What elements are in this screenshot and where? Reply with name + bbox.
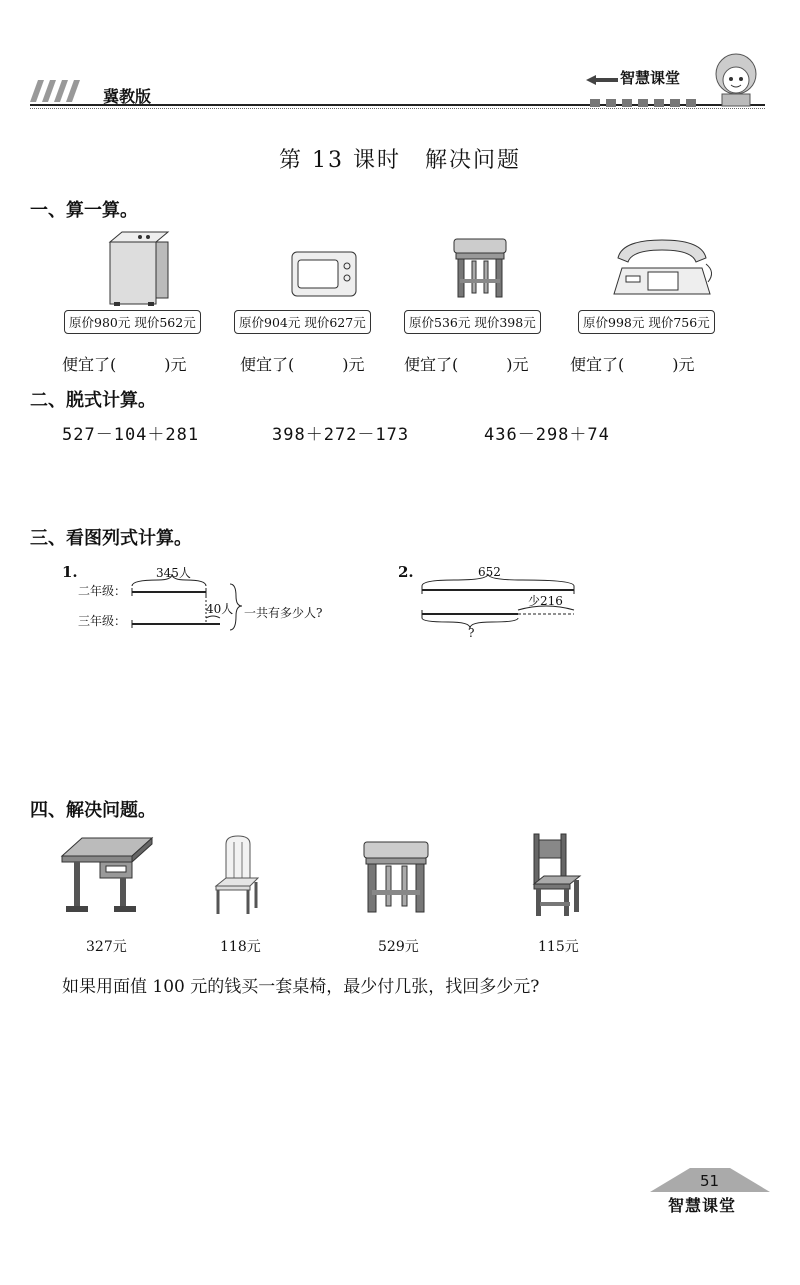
problem-2-number: 2. [398, 563, 414, 581]
chair-price: 118元 [220, 939, 261, 955]
desk-price: 327元 [86, 939, 127, 955]
bar-diagram-2 [418, 572, 578, 630]
page-number: 51 [700, 1172, 720, 1190]
total-value: 652 [478, 565, 501, 579]
header-squares [590, 92, 702, 111]
bar-diagram-1 [128, 572, 246, 636]
telephone-icon [612, 238, 716, 300]
grade3-label: 三年级： [78, 614, 127, 628]
problem-question: 如果用面值 100 元的钱买一套桌椅，最少付几张，找回多少元? [62, 977, 540, 997]
difference-label: 40人 [206, 602, 234, 616]
microwave-icon [290, 248, 360, 300]
high-chair-price: 115元 [538, 939, 579, 955]
answer-blank-1[interactable]: 便宜了( )元 [62, 355, 187, 374]
arrow-left-icon [586, 75, 618, 85]
unknown-mark: ? [468, 626, 475, 640]
section-1-heading: 一、算一算。 [30, 200, 138, 221]
section-3-heading: 三、看图列式计算。 [30, 528, 192, 549]
expression-1: 527－104＋281 [62, 425, 200, 445]
price-tag-2: 原价904元 现价627元 [234, 310, 371, 334]
price-tag-1: 原价980元 现价562元 [64, 310, 201, 334]
total-question: 一共有多少人? [244, 606, 323, 620]
desk-icon [60, 834, 154, 920]
section-4-heading: 四、解决问题。 [30, 800, 156, 821]
price-tag-3: 原价536元 现价398元 [404, 310, 541, 334]
stool-price: 529元 [378, 939, 419, 955]
price-tag-4: 原价998元 现价756元 [578, 310, 715, 334]
lesson-title: 第 13 课时 解决问题 [279, 148, 521, 173]
girl-mascot-icon [706, 52, 766, 108]
high-chair-icon [528, 832, 584, 918]
expression-2: 398＋272－173 [272, 425, 410, 445]
stool-icon [452, 237, 508, 301]
expression-3: 436－298＋74 [484, 425, 610, 445]
washing-machine-icon [104, 228, 176, 308]
footer-brand: 智慧课堂 [668, 1196, 737, 1215]
header-brand: 智慧课堂 [620, 69, 681, 87]
grade2-label: 二年级： [78, 584, 127, 598]
answer-blank-3[interactable]: 便宜了( )元 [404, 355, 529, 374]
chair-icon [212, 834, 262, 916]
stool-icon [362, 840, 430, 916]
grade2-count: 345人 [156, 566, 191, 580]
edition-label: 冀教版 [103, 87, 152, 106]
less-value: 少216 [528, 594, 563, 608]
header-stripes-icon [30, 80, 90, 102]
problem-1-number: 1. [62, 563, 78, 581]
section-2-heading: 二、脱式计算。 [30, 390, 156, 411]
answer-blank-4[interactable]: 便宜了( )元 [570, 355, 695, 374]
answer-blank-2[interactable]: 便宜了( )元 [240, 355, 365, 374]
